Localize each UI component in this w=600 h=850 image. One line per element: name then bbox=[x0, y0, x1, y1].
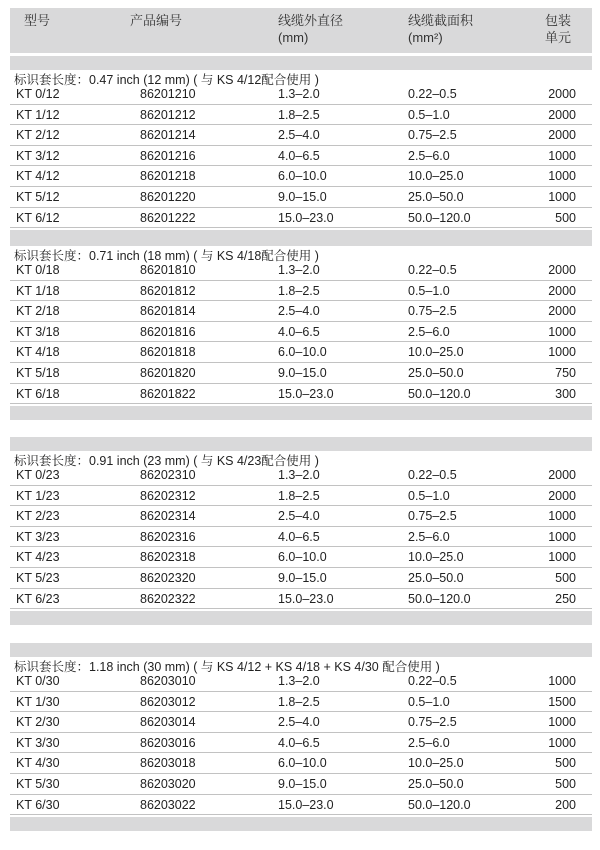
pack-unit-cell: 2000 bbox=[548, 304, 576, 319]
cable-od-cell: 9.0–15.0 bbox=[278, 571, 327, 585]
cross-section-cell: 10.0–25.0 bbox=[408, 550, 464, 565]
table-row bbox=[10, 84, 592, 105]
cable-od-cell: 4.0–6.5 bbox=[278, 324, 320, 339]
product-no-cell: 86202316 bbox=[140, 529, 196, 544]
model-cell: KT 1/23 bbox=[16, 488, 60, 503]
table-row bbox=[10, 568, 592, 589]
pack-unit-cell: 1000 bbox=[548, 345, 576, 360]
cross-section-cell: 0.75–2.5 bbox=[408, 304, 457, 319]
pack-unit-cell: 500 bbox=[555, 756, 576, 771]
product-no-cell: 86201812 bbox=[140, 283, 196, 298]
pack-unit-cell: 500 bbox=[555, 571, 576, 585]
product-no-cell: 86203018 bbox=[140, 756, 196, 771]
model-cell: KT 4/12 bbox=[16, 169, 60, 184]
model-cell: KT 5/18 bbox=[16, 366, 60, 380]
cross-section-cell: 25.0–50.0 bbox=[408, 190, 464, 204]
product-no-cell: 86201216 bbox=[140, 148, 196, 163]
cross-section-cell: 50.0–120.0 bbox=[408, 591, 471, 606]
pack-unit-cell: 250 bbox=[555, 591, 576, 606]
pack-unit-cell: 1000 bbox=[548, 509, 576, 524]
cross-section-cell: 50.0–120.0 bbox=[408, 386, 471, 401]
pack-unit-cell: 1000 bbox=[548, 190, 576, 204]
product-no-cell: 86203012 bbox=[140, 694, 196, 709]
cross-section-cell: 2.5–6.0 bbox=[408, 148, 450, 163]
cross-section-cell: 0.5–1.0 bbox=[408, 488, 450, 503]
model-cell: KT 6/23 bbox=[16, 591, 60, 606]
section-bottom-band bbox=[10, 406, 592, 420]
model-cell: KT 1/18 bbox=[16, 283, 60, 298]
cross-section-cell: 25.0–50.0 bbox=[408, 777, 464, 791]
pack-unit-cell: 1000 bbox=[548, 169, 576, 184]
product-no-cell: 86202322 bbox=[140, 591, 196, 606]
model-cell: KT 0/30 bbox=[16, 674, 60, 688]
cross-section-cell: 0.75–2.5 bbox=[408, 715, 457, 730]
model-cell: KT 4/23 bbox=[16, 550, 60, 565]
model-cell: KT 2/30 bbox=[16, 715, 60, 730]
cross-section-cell: 10.0–25.0 bbox=[408, 756, 464, 771]
pack-unit-cell: 2000 bbox=[548, 468, 576, 482]
table-header bbox=[10, 8, 592, 53]
cable-od-cell: 4.0–6.5 bbox=[278, 529, 320, 544]
cross-section-cell: 0.22–0.5 bbox=[408, 87, 457, 101]
cable-od-cell: 15.0–23.0 bbox=[278, 386, 334, 401]
model-cell: KT 3/30 bbox=[16, 735, 60, 750]
cable-od-cell: 1.8–2.5 bbox=[278, 283, 320, 298]
model-cell: KT 0/12 bbox=[16, 87, 60, 101]
cross-section-cell: 50.0–120.0 bbox=[408, 797, 471, 812]
model-cell: KT 2/12 bbox=[16, 128, 60, 143]
cable-od-cell: 1.8–2.5 bbox=[278, 488, 320, 503]
cross-section-cell: 10.0–25.0 bbox=[408, 169, 464, 184]
section-top-band bbox=[10, 232, 592, 246]
section-bottom-band bbox=[10, 817, 592, 831]
cable-od-cell: 2.5–4.0 bbox=[278, 304, 320, 319]
product-no-cell: 86203020 bbox=[140, 777, 196, 791]
product-no-cell: 86202310 bbox=[140, 468, 196, 482]
cable-od-cell: 15.0–23.0 bbox=[278, 210, 334, 225]
pack-unit-cell: 1000 bbox=[548, 529, 576, 544]
table-row bbox=[10, 753, 592, 774]
product-no-cell: 86202314 bbox=[140, 509, 196, 524]
cable-od-cell: 9.0–15.0 bbox=[278, 366, 327, 380]
table-row bbox=[10, 146, 592, 167]
cross-section-cell: 0.75–2.5 bbox=[408, 128, 457, 143]
cable-od-cell: 1.8–2.5 bbox=[278, 694, 320, 709]
header-model: 型号 bbox=[24, 13, 51, 28]
product-no-cell: 86203016 bbox=[140, 735, 196, 750]
header-cable-od: 线缆外直径 bbox=[278, 13, 344, 28]
pack-unit-cell: 1500 bbox=[548, 694, 576, 709]
product-no-cell: 86202318 bbox=[140, 550, 196, 565]
table-row bbox=[10, 547, 592, 568]
product-no-cell: 86201214 bbox=[140, 128, 196, 143]
table-row bbox=[10, 208, 592, 229]
pack-unit-cell: 2000 bbox=[548, 128, 576, 143]
cable-od-cell: 1.3–2.0 bbox=[278, 87, 320, 101]
model-cell: KT 1/30 bbox=[16, 694, 60, 709]
pack-unit-cell: 300 bbox=[555, 386, 576, 401]
header-cable-od-unit: (mm) bbox=[278, 30, 309, 45]
table-row bbox=[10, 506, 592, 527]
section-top-band bbox=[10, 643, 592, 657]
cable-od-cell: 6.0–10.0 bbox=[278, 169, 327, 184]
model-cell: KT 3/12 bbox=[16, 148, 60, 163]
product-no-cell: 86201814 bbox=[140, 304, 196, 319]
product-no-cell: 86201818 bbox=[140, 345, 196, 360]
cross-section-cell: 0.22–0.5 bbox=[408, 468, 457, 482]
cross-section-cell: 0.5–1.0 bbox=[408, 283, 450, 298]
pack-unit-cell: 2000 bbox=[548, 87, 576, 101]
product-no-cell: 86203014 bbox=[140, 715, 196, 730]
pack-unit-cell: 2000 bbox=[548, 488, 576, 503]
model-cell: KT 2/18 bbox=[16, 304, 60, 319]
table-row bbox=[10, 774, 592, 795]
product-no-cell: 86201810 bbox=[140, 263, 196, 277]
table-row bbox=[10, 105, 592, 126]
cross-section-cell: 0.5–1.0 bbox=[408, 694, 450, 709]
cross-section-cell: 0.22–0.5 bbox=[408, 674, 457, 688]
table-row bbox=[10, 712, 592, 733]
pack-unit-cell: 2000 bbox=[548, 283, 576, 298]
cable-od-cell: 6.0–10.0 bbox=[278, 550, 327, 565]
table-row bbox=[10, 281, 592, 302]
section-title: 标识套长度：0.91 inch (23 mm) ( 与 KS 4/23配合使用 ) bbox=[14, 454, 319, 468]
pack-unit-cell: 1000 bbox=[548, 715, 576, 730]
product-no-cell: 86201820 bbox=[140, 366, 196, 380]
cable-od-cell: 15.0–23.0 bbox=[278, 591, 334, 606]
cable-od-cell: 15.0–23.0 bbox=[278, 797, 334, 812]
model-cell: KT 0/18 bbox=[16, 263, 60, 277]
table-row bbox=[10, 301, 592, 322]
model-cell: KT 2/23 bbox=[16, 509, 60, 524]
cable-od-cell: 6.0–10.0 bbox=[278, 345, 327, 360]
pack-unit-cell: 2000 bbox=[548, 107, 576, 122]
product-no-cell: 86203022 bbox=[140, 797, 196, 812]
product-no-cell: 86201220 bbox=[140, 190, 196, 204]
cable-od-cell: 9.0–15.0 bbox=[278, 190, 327, 204]
table-row bbox=[10, 260, 592, 281]
cable-od-cell: 2.5–4.0 bbox=[278, 715, 320, 730]
section-top-band bbox=[10, 437, 592, 451]
cross-section-cell: 10.0–25.0 bbox=[408, 345, 464, 360]
table-row bbox=[10, 342, 592, 363]
section-bottom-band bbox=[10, 611, 592, 625]
model-cell: KT 4/30 bbox=[16, 756, 60, 771]
cross-section-cell: 2.5–6.0 bbox=[408, 324, 450, 339]
section-title: 标识套长度：1.18 inch (30 mm) ( 与 KS 4/12 + KS 4/18 + KS 4/30 配合使用 ) bbox=[14, 660, 440, 674]
header-cross-section: 线缆截面积 bbox=[408, 13, 474, 28]
cable-od-cell: 1.3–2.0 bbox=[278, 468, 320, 482]
cable-od-cell: 4.0–6.5 bbox=[278, 735, 320, 750]
model-cell: KT 4/18 bbox=[16, 345, 60, 360]
pack-unit-cell: 500 bbox=[555, 210, 576, 225]
model-cell: KT 3/18 bbox=[16, 324, 60, 339]
cable-od-cell: 2.5–4.0 bbox=[278, 509, 320, 524]
table-row bbox=[10, 125, 592, 146]
table-row bbox=[10, 384, 592, 405]
table-row bbox=[10, 527, 592, 548]
section-title: 标识套长度：0.47 inch (12 mm) ( 与 KS 4/12配合使用 ) bbox=[14, 73, 319, 87]
model-cell: KT 1/12 bbox=[16, 107, 60, 122]
pack-unit-cell: 200 bbox=[555, 797, 576, 812]
table-row bbox=[10, 795, 592, 816]
model-cell: KT 6/12 bbox=[16, 210, 60, 225]
pack-unit-cell: 500 bbox=[555, 777, 576, 791]
table-row bbox=[10, 692, 592, 713]
table-row bbox=[10, 166, 592, 187]
product-no-cell: 86201222 bbox=[140, 210, 196, 225]
pack-unit-cell: 1000 bbox=[548, 550, 576, 565]
model-cell: KT 5/12 bbox=[16, 190, 60, 204]
cross-section-cell: 0.5–1.0 bbox=[408, 107, 450, 122]
cross-section-cell: 50.0–120.0 bbox=[408, 210, 471, 225]
cable-od-cell: 6.0–10.0 bbox=[278, 756, 327, 771]
product-no-cell: 86201210 bbox=[140, 87, 196, 101]
table-row bbox=[10, 465, 592, 486]
cable-od-cell: 2.5–4.0 bbox=[278, 128, 320, 143]
product-no-cell: 86201816 bbox=[140, 324, 196, 339]
model-cell: KT 0/23 bbox=[16, 468, 60, 482]
table-row bbox=[10, 322, 592, 343]
table-row bbox=[10, 589, 592, 610]
header-pack: 包装 bbox=[545, 13, 572, 28]
cable-od-cell: 4.0–6.5 bbox=[278, 148, 320, 163]
header-product-no: 产品编号 bbox=[130, 13, 183, 28]
pack-unit-cell: 1000 bbox=[548, 674, 576, 688]
table-row bbox=[10, 187, 592, 208]
table-row bbox=[10, 363, 592, 384]
cross-section-cell: 0.75–2.5 bbox=[408, 509, 457, 524]
product-no-cell: 86202312 bbox=[140, 488, 196, 503]
model-cell: KT 6/30 bbox=[16, 797, 60, 812]
cross-section-cell: 0.22–0.5 bbox=[408, 263, 457, 277]
section-top-band bbox=[10, 56, 592, 70]
model-cell: KT 3/23 bbox=[16, 529, 60, 544]
pack-unit-cell: 1000 bbox=[548, 148, 576, 163]
table-row bbox=[10, 486, 592, 507]
product-no-cell: 86201218 bbox=[140, 169, 196, 184]
product-no-cell: 86201822 bbox=[140, 386, 196, 401]
cable-od-cell: 1.3–2.0 bbox=[278, 674, 320, 688]
pack-unit-cell: 2000 bbox=[548, 263, 576, 277]
cable-od-cell: 1.3–2.0 bbox=[278, 263, 320, 277]
cross-section-cell: 25.0–50.0 bbox=[408, 571, 464, 585]
header-cross-section-unit: (mm²) bbox=[408, 30, 443, 45]
model-cell: KT 5/23 bbox=[16, 571, 60, 585]
section-title: 标识套长度：0.71 inch (18 mm) ( 与 KS 4/18配合使用 ) bbox=[14, 249, 319, 263]
product-no-cell: 86201212 bbox=[140, 107, 196, 122]
cross-section-cell: 25.0–50.0 bbox=[408, 366, 464, 380]
table-row bbox=[10, 733, 592, 754]
product-no-cell: 86202320 bbox=[140, 571, 196, 585]
model-cell: KT 5/30 bbox=[16, 777, 60, 791]
cable-od-cell: 9.0–15.0 bbox=[278, 777, 327, 791]
cross-section-cell: 2.5–6.0 bbox=[408, 735, 450, 750]
pack-unit-cell: 1000 bbox=[548, 324, 576, 339]
header-pack-unit: 单元 bbox=[545, 30, 572, 45]
cross-section-cell: 2.5–6.0 bbox=[408, 529, 450, 544]
table-row bbox=[10, 671, 592, 692]
product-no-cell: 86203010 bbox=[140, 674, 196, 688]
cable-od-cell: 1.8–2.5 bbox=[278, 107, 320, 122]
pack-unit-cell: 1000 bbox=[548, 735, 576, 750]
pack-unit-cell: 750 bbox=[555, 366, 576, 380]
model-cell: KT 6/18 bbox=[16, 386, 60, 401]
